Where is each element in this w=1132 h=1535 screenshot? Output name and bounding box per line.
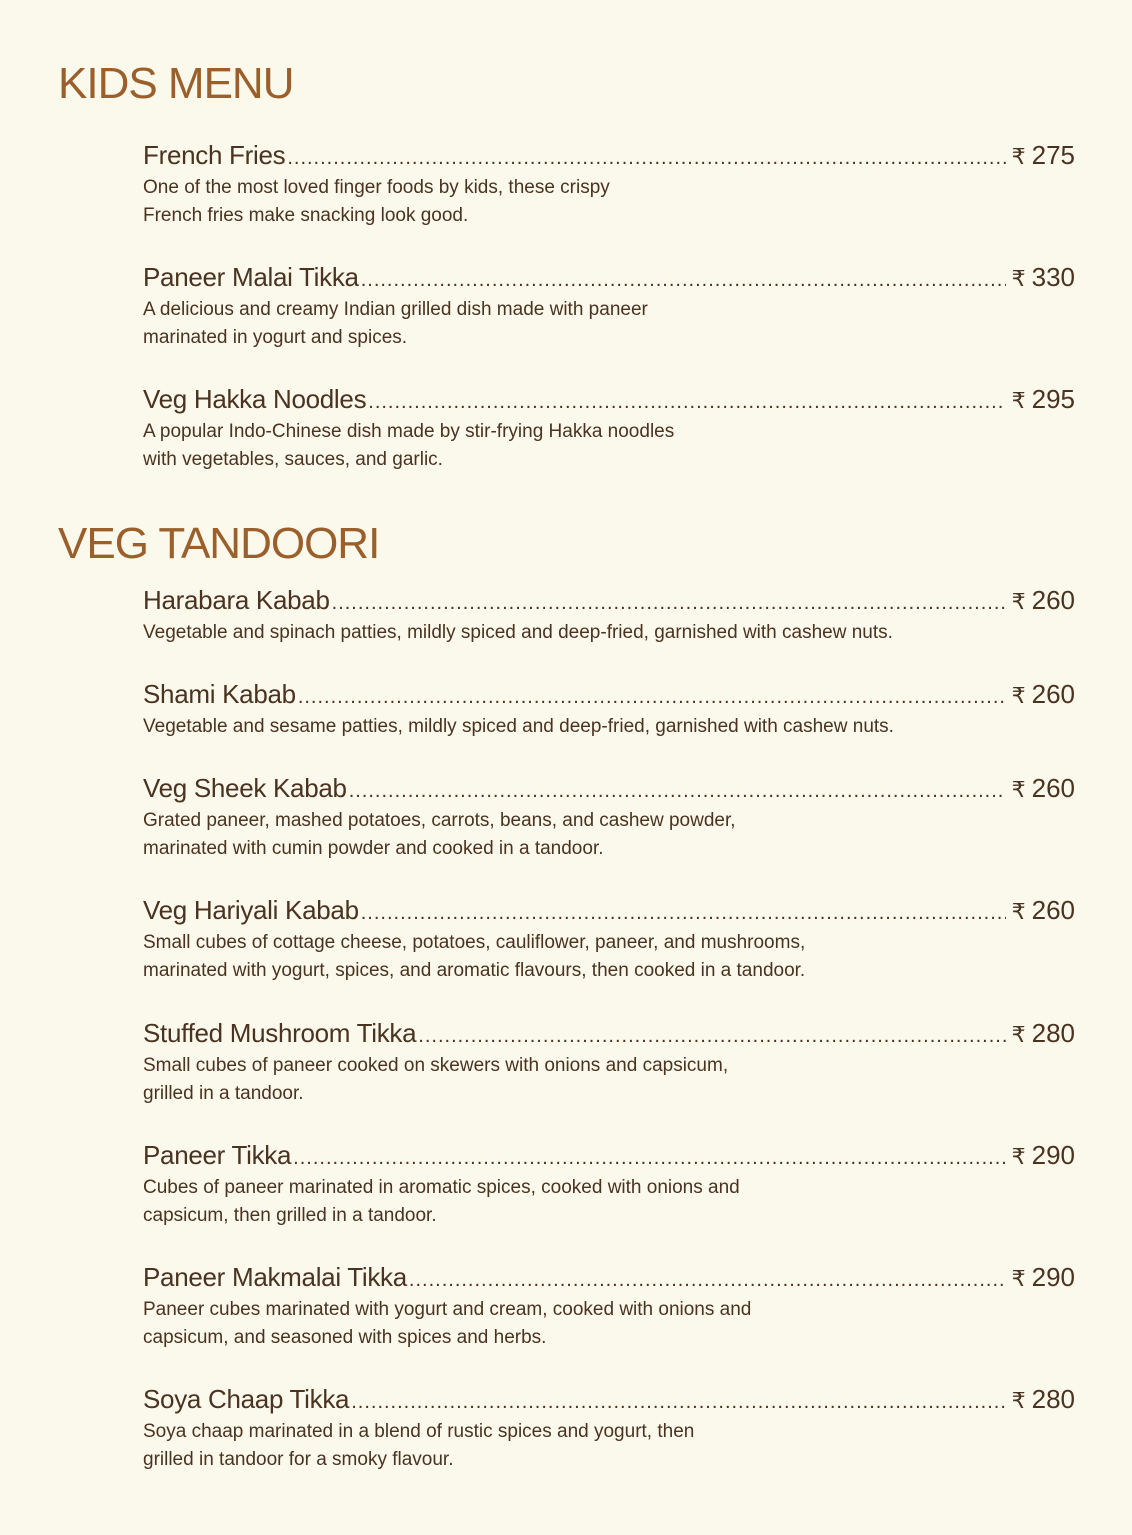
item-name: Stuffed Mushroom Tikka: [143, 1018, 417, 1048]
rupee-icon: ₹: [1011, 777, 1026, 802]
item-name: Paneer Malai Tikka: [143, 262, 359, 292]
price-value: 260: [1031, 585, 1075, 615]
dot-leader: [351, 1392, 1005, 1412]
menu-item-veg-hakka-noodles: [143, 384, 1075, 474]
item-description: Small cubes of paneer cooked on skewers with onions and capsicum, grilled in a tandoor.: [143, 1055, 729, 1104]
menu-item-stuffed-mushroom-tikka: [143, 1018, 1075, 1108]
item-description: Cubes of paneer marinated in aromatic spices, cooked with onions and capsicum, then grilled in a tandoor.: [143, 1177, 740, 1226]
rupee-icon: ₹: [1011, 1388, 1026, 1413]
item-description: Soya chaap marinated in a blend of rustic spices and yogurt, then grilled in tandoor for a smoky flavour.: [143, 1421, 695, 1470]
dot-leader: [418, 1026, 1005, 1046]
item-description: Vegetable and spinach patties, mildly spiced and deep-fried, garnished with cashew nuts.: [143, 622, 893, 643]
rupee-icon: ₹: [1011, 683, 1026, 708]
section-title-veg-tandoori: VEG TANDOORI: [58, 519, 380, 568]
price-value: 280: [1031, 1384, 1075, 1414]
menu-item-veg-hariyali-kabab: [143, 895, 1075, 985]
menu-item-paneer-malai-tikka: [143, 262, 1075, 352]
item-name: French Fries: [143, 140, 286, 170]
item-price: [1012, 1018, 1075, 1049]
item-price: [1012, 895, 1075, 926]
dot-leader: [293, 1148, 1005, 1168]
dot-leader: [368, 392, 1005, 412]
dot-leader: [332, 593, 1006, 613]
item-name: Paneer Tikka: [143, 1140, 292, 1170]
rupee-icon: ₹: [1011, 1144, 1026, 1169]
item-description: A popular Indo-Chinese dish made by stir-frying Hakka noodles with vegetables, sauces, and garlic.: [143, 421, 675, 470]
menu-item-paneer-tikka: [143, 1140, 1075, 1230]
item-description: Vegetable and sesame patties, mildly spiced and deep-fried, garnished with cashew nuts.: [143, 716, 894, 737]
rupee-icon: ₹: [1011, 1022, 1026, 1047]
item-name: Veg Hakka Noodles: [143, 384, 367, 414]
item-description: Small cubes of cottage cheese, potatoes, cauliflower, paneer, and mushrooms, marinated with yogurt, spices, and aromatic flavours, then cooked in a tandoor.: [143, 932, 806, 981]
item-name: Soya Chaap Tikka: [143, 1384, 350, 1414]
item-price: [1012, 679, 1075, 710]
rupee-icon: ₹: [1011, 899, 1026, 924]
price-value: 295: [1031, 384, 1075, 414]
item-price: [1012, 1384, 1075, 1415]
rupee-icon: ₹: [1011, 589, 1026, 614]
price-value: 280: [1031, 1018, 1075, 1048]
price-value: 260: [1031, 679, 1075, 709]
price-value: 290: [1031, 1140, 1075, 1170]
dot-leader: [409, 1270, 1006, 1290]
item-name: Paneer Makmalai Tikka: [143, 1262, 407, 1292]
price-value: 275: [1031, 140, 1075, 170]
item-name: Veg Sheek Kabab: [143, 773, 347, 803]
menu-item-french-fries: [143, 140, 1075, 230]
item-description: Grated paneer, mashed potatoes, carrots, beans, and cashew powder, marinated with cumin powder and cooked in a tandoor.: [143, 810, 736, 859]
price-value: 290: [1031, 1262, 1075, 1292]
dot-leader: [349, 781, 1006, 801]
item-price: [1012, 1140, 1075, 1171]
item-price: [1012, 585, 1075, 616]
item-price: [1012, 384, 1075, 415]
item-name: Harabara Kabab: [143, 585, 330, 615]
item-description: Paneer cubes marinated with yogurt and cream, cooked with onions and capsicum, and seasoned with spices and herbs.: [143, 1299, 752, 1348]
dot-leader: [361, 903, 1006, 923]
item-price: [1012, 773, 1075, 804]
rupee-icon: ₹: [1011, 266, 1026, 291]
item-price: [1012, 262, 1075, 293]
dot-leader: [287, 148, 1005, 168]
rupee-icon: ₹: [1011, 1266, 1026, 1291]
price-value: 260: [1031, 773, 1075, 803]
menu-item-harabara-kabab: [143, 585, 1075, 647]
rupee-icon: ₹: [1011, 144, 1026, 169]
menu-item-shami-kabab: [143, 679, 1075, 741]
item-price: [1012, 1262, 1075, 1293]
item-name: Veg Hariyali Kabab: [143, 895, 359, 925]
menu-item-veg-sheek-kabab: [143, 773, 1075, 863]
price-value: 260: [1031, 895, 1075, 925]
section-title-kids-menu: KIDS MENU: [58, 59, 294, 108]
dot-leader: [298, 687, 1006, 707]
item-description: A delicious and creamy Indian grilled dish made with paneer marinated in yogurt and spices.: [143, 299, 648, 348]
price-value: 330: [1031, 262, 1075, 292]
menu-item-soya-chaap-tikka: [143, 1384, 1075, 1474]
item-description: One of the most loved finger foods by kids, these crispy French fries make snacking look good.: [143, 177, 610, 226]
dot-leader: [361, 270, 1006, 290]
menu-item-paneer-makmalai-tikka: [143, 1262, 1075, 1352]
rupee-icon: ₹: [1011, 388, 1026, 413]
item-price: [1012, 140, 1075, 171]
item-name: Shami Kabab: [143, 679, 296, 709]
